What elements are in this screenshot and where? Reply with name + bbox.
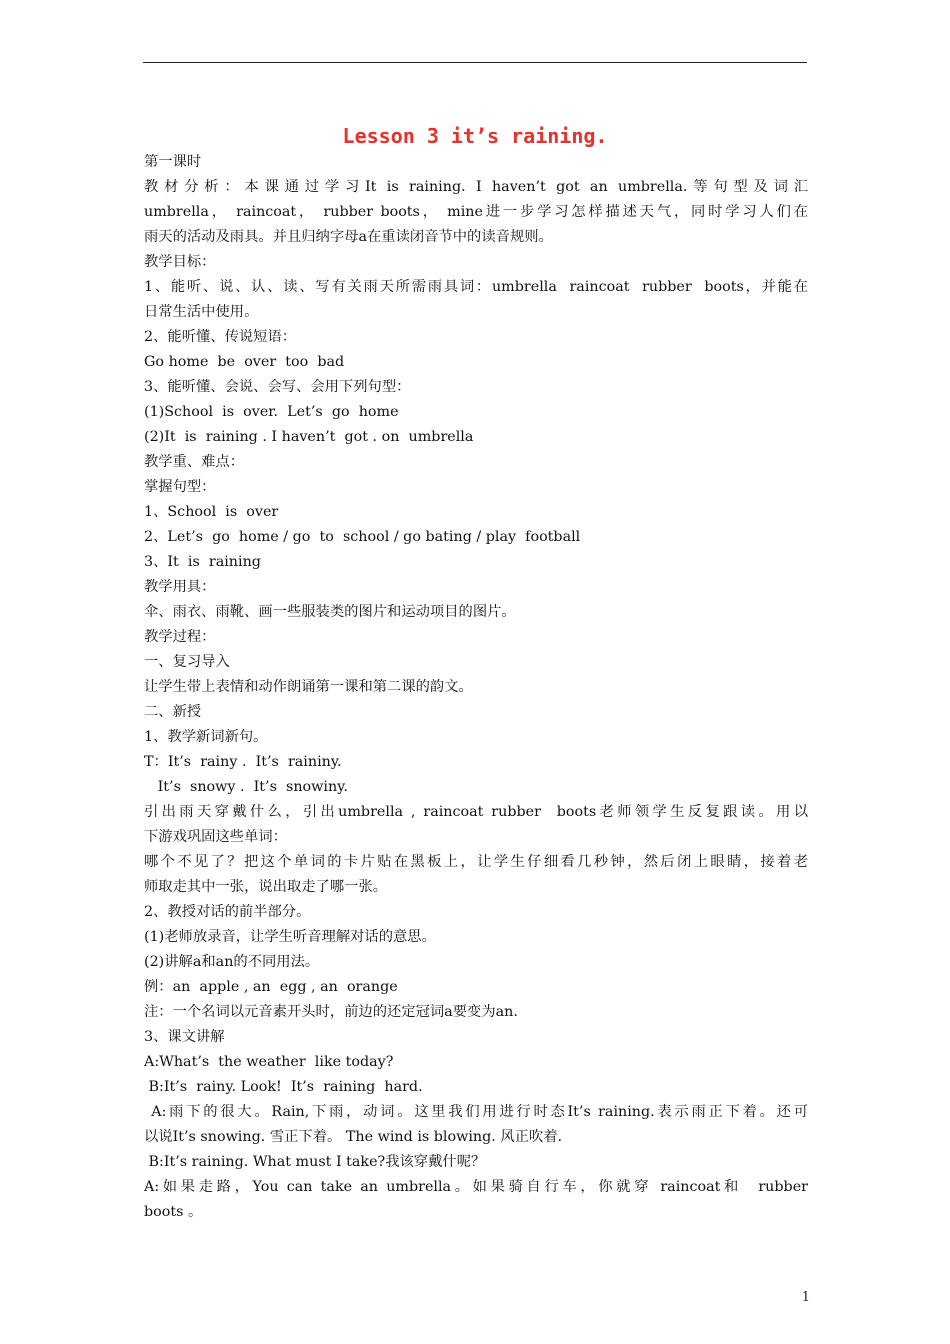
header-rule [143,62,807,63]
text-line: A:What’s the weather like today? [144,1054,394,1070]
text-line: (1)School is over. Let’s go home [144,404,399,420]
text-line: (2)讲解a和an的不同用法。 [144,954,320,970]
text-line: boots 。 [144,1204,203,1220]
text-line: 2、教授对话的前半部分。 [144,904,311,920]
text-line: 让学生带上表情和动作朗诵第一课和第二课的韵文。 [144,679,473,695]
text-line: umbrella， raincoat， rubber boots， mine进一步学习怎样描述天气，同时学习人们在 [144,204,808,220]
text-line: B:It’s raining. What must I take?我该穿戴什呢？ [144,1154,486,1170]
text-line: 伞、雨衣、雨靴、画一些服装类的图片和运动项目的图片。 [144,604,516,620]
text-line: 哪个不见了？把这个单词的卡片贴在黑板上，让学生仔细看几秒钟，然后闭上眼睛，接着老 [144,854,808,870]
text-line: 例：an apple , an egg , an orange [144,979,398,995]
text-line: 教学用具： [144,579,216,595]
lesson-title: Lesson 3 it’s raining. [342,124,608,148]
text-line: (2)It is raining . I haven’t got . on umbrella [144,429,474,445]
text-line: 2、能听懂、传说短语： [144,329,297,345]
text-line: 教材分析：本课通过学习It is raining. I haven’t got an umbrella.等句型及词汇 [144,179,808,195]
text-line: 第一课时 [144,154,202,170]
text-line: 3、课文讲解 [144,1029,225,1045]
text-line: 教学重、难点： [144,454,245,470]
text-line: B:It’s rainy. Look! It’s raining hard. [144,1079,423,1095]
text-line: 师取走其中一张，说出取走了哪一张。 [144,879,388,895]
text-line: 雨天的活动及雨具。并且归纳字母a在重读闭音节中的读音规则。 [144,229,553,245]
text-line: (1)老师放录音，让学生听音理解对话的意思。 [144,929,436,945]
text-line: A:如果走路，You can take an umbrella。如果骑自行车，你就穿 raincoat和 rubber [144,1179,808,1195]
text-line: 3、能听懂、会说、会写、会用下列句型： [144,379,411,395]
text-line: 二、新授 [144,704,202,720]
page-number: 1 [801,1290,810,1305]
text-line: 3、It is raining [144,554,261,570]
text-line: 掌握句型： [144,479,216,495]
text-line: 一、复习导入 [144,654,230,670]
text-line: 引出雨天穿戴什么，引出umbrella , raincoat rubber boots老师领学生反复跟读。用以 [144,804,808,820]
text-line: T：It’s rainy . It’s raininy. [144,754,342,770]
text-line: 教学目标： [144,254,216,270]
text-line: 1、教学新词新句。 [144,729,268,745]
text-line: 日常生活中使用。 [144,304,259,320]
text-line: It’s snowy . It’s snowiny. [144,779,348,795]
text-line: 教学过程： [144,629,216,645]
text-line: A:雨下的很大。Rain,下雨，动词。这里我们用进行时态It’s raining.表示雨正下着。还可 [144,1104,808,1120]
text-line: 1、School is over [144,504,279,520]
text-line: 以说It’s snowing. 雪正下着。 The wind is blowing. 风正吹着. [144,1129,563,1145]
text-line: 1、能听、说、认、读、写有关雨天所需雨具词：umbrella raincoat rubber boots，并能在 [144,279,808,295]
text-line: 2、Let’s go home / go to school / go bating / play football [144,529,581,545]
text-line: 下游戏巩固这些单词： [144,829,287,845]
body-text [144,150,808,1225]
text-line: 注：一个名词以元音素开头时，前边的还定冠词a要变为an. [144,1004,518,1020]
text-line: Go home be over too bad [144,354,345,370]
